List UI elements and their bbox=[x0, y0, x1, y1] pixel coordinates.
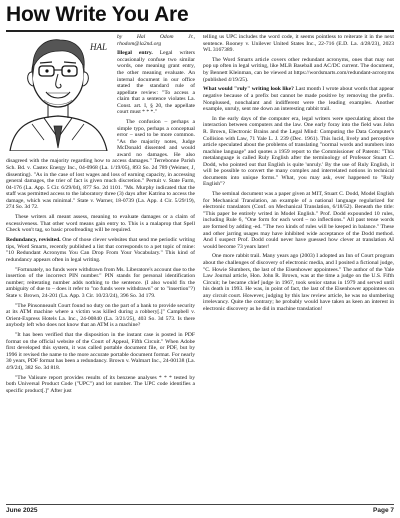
paragraph-text: One of those clever websites that send me periodic writing tips, Word Smarts, recently published a list that corresponds to a pet topic of mine: "10 Redundant Acronyms You Can Drop From Your Vocabulary." This kind of redundancy appears often in legal writing. bbox=[6, 237, 195, 263]
footer-divider bbox=[6, 504, 394, 505]
caricature-signature: HAL bbox=[90, 42, 108, 52]
paragraph bbox=[6, 237, 195, 263]
paragraph: The confusion – perhaps a simple typo, perhaps a conceptual error – used to be more common. "As the majority notes, Judge McDonald dissented and would award no damages. He also disagreed with the majority regarding how to access damages." Terrebonne Parish Sch. Bd. v. Castex Energy Inc., 04-0968 (La. 1/19/05), 893 So. 2d 789 (Weimer, J, dissenting). "As in the case of lost wages and loss of earning capacity, in accessing general damages, the trier of fact is given much discretion." Pertuit v. State Farm, 04-176 (La. App. 5 Cir. 6/29/04), 877 So. 2d 1101. "Ms. Murphy indicated that the staff was permitted access to the laboratory three (3) days after Katrina to access the damage, which was minimal." State v. Warner, 18-0739 (La. App. 4 Cir. 5/29/19), 274 So. 3d 72. bbox=[6, 119, 195, 211]
footer-issue-date: June 2025 bbox=[6, 507, 38, 514]
footer-page-number: Page 7 bbox=[373, 507, 394, 514]
section-heading-ruly-writing: What would "ruly" writing look like? bbox=[203, 86, 294, 93]
byline: by Hal Odom Jr., rhodom@la2nd.org bbox=[117, 34, 195, 47]
paragraph-text: Last month I wrote about words that appear negative because of a prefix but cannot be made positive by removing the prefix. Nonplussed, nonchalant and indifferent were the leading examples. Another example, unruly, sent me down an interesting rabbit trail. bbox=[203, 86, 394, 113]
paragraph: One more rabbit trail. Many years ago (2003) I adopted an Inn of Court program about the challenges of discovery of electronic media, and I posited a fictional judge, "C. Howie Slumbers, the last of the Eisenhower appointees." The author of the Yale Law Journal article, Hon. John R. Brown, was at the time a judge on the U.S. Fifth Circuit; he became chief judge in 1967, took senior status in 1979 and served until his death in 1993. He was, in point of fact, the last of the Eisenhower appointees on any circuit court. However, judging by this law review article, he was no slumbering irrelevancy. Quite the contrary; he probably would have taken as keen an interest in electronic discovery as he did in machine translation! bbox=[203, 253, 394, 312]
author-caricature-image bbox=[6, 34, 113, 151]
title-divider bbox=[6, 30, 394, 32]
page-title: How Write You Are bbox=[6, 3, 189, 26]
paragraph: The Word Smarts article covers other redundant acronyms, ones that may not pop up often in legal writing, like MLB Baseball and AC/DC current. The document, by Bennett Kleinman, can be viewed at https://wordsmarts.com/redundant-acronyms (published 4/19/25). bbox=[203, 56, 394, 83]
paragraph: In the early days of the computer era, legal writers were speculating about the interaction between computers and the law. One early foray into the field was John R. Brown, Electronic Brains and the Legal Mind: Computing the Data Computer's Collision with Law, 71 Yale L. J. 239 (Dec. 1961). This lucid, lively and perceptive article speculated about the problems of translating "normal words and numbers into machine language" and quotes a 1959 report to the Commissioner of Patents: "This metalanguage is called Ruly English after the terminology of Professor Stuart C. Dodd, who pointed out that English is quite 'unruly.' By the use of Ruly English, it will be possible to convert the many complex and interrelated notions in technical documents into unique forms." What, you may ask, ever happened to "Ruly English"? bbox=[203, 115, 394, 188]
paragraph: The seminal document was a paper given at MIT, Stuart C. Dodd, Model English for Mechanical Translation, an example of a national language regularized for electronic translators (Conf. on Mechanical Translation, 6/18/52). Beneath the title: "This paper be entirely writed in Model English." Prof. Dodd expounded 10 rules, including Rule 6, "One form for each word – no inflections." All past tense words are formed by adding -ed. "The two kinds of rules will be keeped in balance." These and other jarring usages may have inhibited wide acceptance of the Dodd method. And I suspect Prof. Dodd could never have guessed how clever at translation AI would become 73 years later! bbox=[203, 191, 394, 250]
paragraph: These writers all meant assess, meaning to evaluate damages or a claim of excessiveness. That other word means gain entry to. This is a malaprop that Spell Check won't tag, so basic proofreading will be required. bbox=[6, 214, 195, 234]
right-column bbox=[203, 34, 394, 502]
paragraph: "The Pinsonneault Court found no duty on the part of a bank to provide security at its ATM machine where a victim was killed during a robbery[.]" Campbell v. Orient-Express Hotels La. Inc., 24-00840 (La. 3/21/25), 403 So. 3d 573. Is there anybody left who does not know that an ATM is a machine? bbox=[6, 302, 195, 329]
paragraph-text: Legal writers occasionally confuse two similar words, one meaning grant entry, the other meaning evaluate. An internal document in our office stated the standard rule of appellate review: "To access a claim that a sentence violates La. Const. art. I, § 20, the appellate court must * * *." bbox=[117, 50, 195, 116]
paragraph: "It has been verified that the disposition in the instant case is posted in PDF format on the official website of the Court of Appeal, Fifth Circuit." When Adobe first developed this system, it was called portable document file, or PDF, but by 1996 it revised the name to the more accurate portable document format. For nearly 30 years, PDF format has been a redundancy. Brown v. Walmart Inc., 24-00138 (La. 4/9/24), 382 So. 3d 818. bbox=[6, 332, 195, 371]
paragraph: "Fortunately, no funds were withdrawn from Ms. Liberatore's account due to the insertion of the incorrect PIN number." PIN stands for personal identification number; reiterating number adds nothing to the sentence. (I also would fix the ambiguity of due to – does it refer to "no funds were withdrawn" or to "insertion"?) State v. Brown, 24-201 (La. App. 3 Cir. 10/23/24), 396 So. 3d 179. bbox=[6, 266, 195, 299]
section-heading-redundancy: Redundancy, revisited. bbox=[6, 237, 61, 244]
left-column bbox=[6, 34, 195, 502]
paragraph: telling us UPC includes the word code, it seems pointless to reiterate it in the next sentence. Rooney v. Unilever United States Inc., 22-716 (E.D. La. 4/28/23), 2023 WL 3167389. bbox=[203, 34, 394, 54]
paragraph: "The Valisure report provides results of its benzene analyses * * * tested by both Universal Product Code ("UPC") and lot number. The UPC code identifies a specific product[.]" After just bbox=[6, 374, 195, 394]
paragraph bbox=[203, 86, 394, 112]
section-heading-illegal-entry: Illegal entry. bbox=[117, 50, 153, 57]
